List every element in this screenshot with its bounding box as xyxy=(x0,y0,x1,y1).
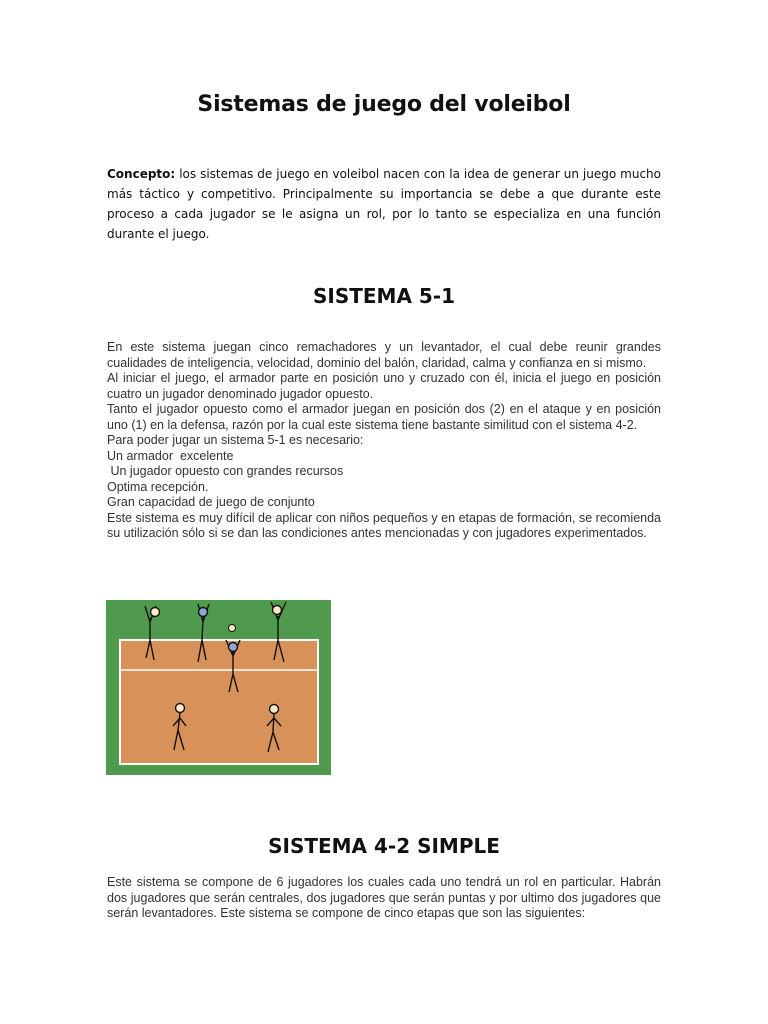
volleyball-court-illustration xyxy=(106,600,331,775)
concept-paragraph xyxy=(107,164,661,244)
list-item: Optima recepción. xyxy=(107,479,209,494)
section-heading-sistema-4-2-simple: SISTEMA 4-2 SIMPLE xyxy=(268,834,500,858)
list-item: Gran capacidad de juego de conjunto xyxy=(107,495,315,509)
list-item: Un armador excelente xyxy=(107,448,234,463)
sistema-5-1-text xyxy=(107,340,661,542)
court-surface xyxy=(120,640,318,764)
concept-text: los sistemas de juego en voleibol nacen con la idea de generar un juego mucho más táctico y competitivo. Principalmente su importancia se debe a que durante este proceso a cada jugador se le asigna un rol, por lo tanto se especializa en una función durante el juego. xyxy=(107,167,661,241)
section-heading-sistema-5-1: SISTEMA 5-1 xyxy=(312,284,456,308)
paragraph: En este sistema juegan cinco remachadores y un levantador, el cual debe reunir grandes cualidades de inteligencia, velocidad, dominio del balón, claridad, calma y confianza en si mismo. xyxy=(107,340,661,370)
paragraph: Este sistema se compone de 6 jugadores los cuales cada uno tendrá un rol en particular. Habrán dos jugadores que serán centrales, dos jugadores que serán puntas y por ultimo dos jugadores que serán levantadores. Este sistema se compone de cinco etapas que son las siguientes: xyxy=(107,875,661,920)
ball xyxy=(229,625,236,632)
paragraph: Para poder jugar un sistema 5-1 es necesario: xyxy=(107,433,364,447)
list-item: Un jugador opuesto con grandes recursos xyxy=(107,464,344,478)
sistema-4-2-text xyxy=(107,875,661,922)
paragraph: Al iniciar el juego, el armador parte en posición uno y cruzado con él, inicia el juego en posición cuatro un jugador denominado jugador opuesto. xyxy=(107,371,661,401)
paragraph: Este sistema es muy difícil de aplicar con niños pequeños y en etapas de formación, se recomienda su utilización sólo si se dan las condiciones antes mencionadas y con jugadores experimentados. xyxy=(107,510,661,540)
page-title: Sistemas de juego del voleibol xyxy=(197,92,571,117)
concept-label: Concepto: xyxy=(107,167,176,181)
paragraph: Tanto el jugador opuesto como el armador juegan en posición dos (2) en el ataque y en posición uno (1) en la defensa, razón por la cual este sistema tiene bastante similitud con el sistema 4-2. xyxy=(107,402,661,432)
